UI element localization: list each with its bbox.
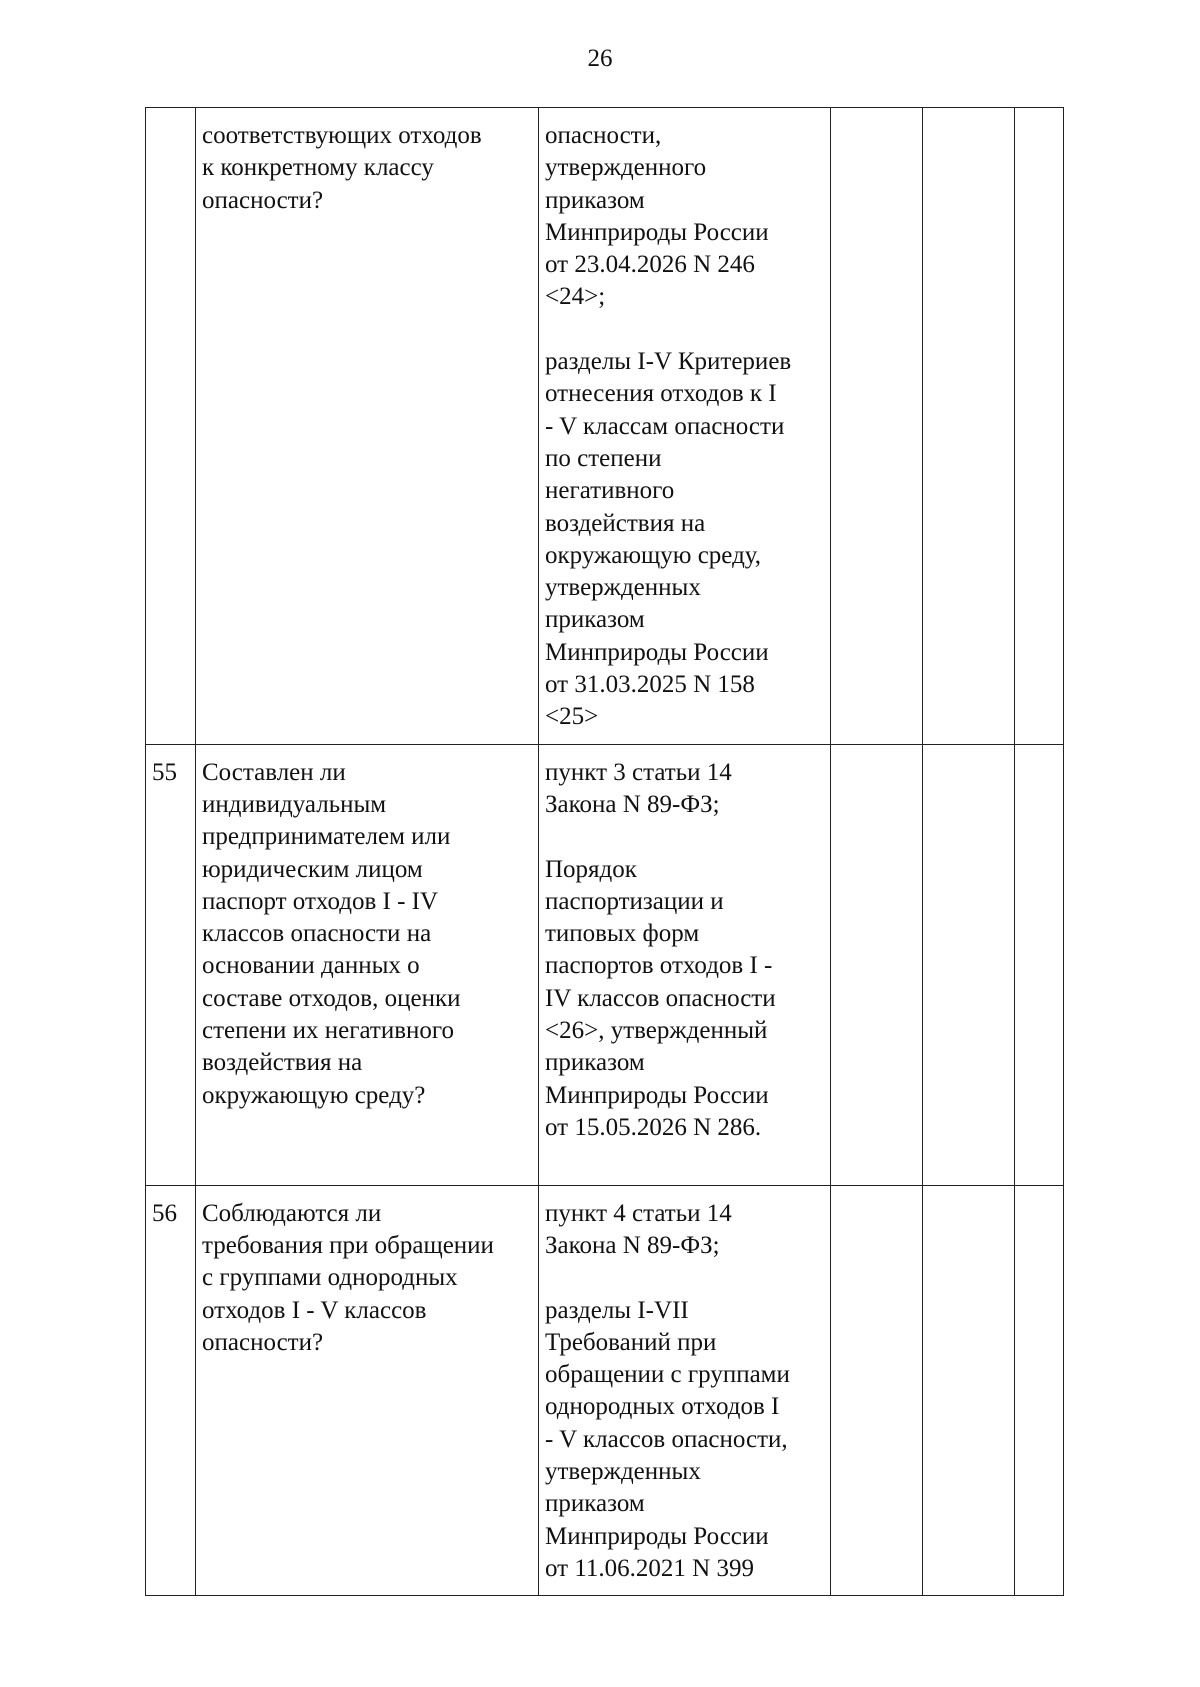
table-row bbox=[146, 744, 1064, 1185]
question-cell: Составлен ли индивидуальным предпринимателем или юридическим лицом паспорт отходов I - IV классов опасности на основании данных о составе отходов, оценки степени их негативного воздействия на окружающую среду? bbox=[196, 744, 539, 1185]
table-row bbox=[146, 1185, 1064, 1596]
answer-cell bbox=[831, 1185, 923, 1596]
answer-cell bbox=[923, 108, 1015, 745]
legal-reference-cell: пункт 3 статьи 14 Закона N 89-ФЗ; Порядок паспортизации и типовых форм паспортов отходов I - IV классов опасности <26>, утвержденный приказом Минприроды России от 15.05.2026 N 286. bbox=[539, 744, 831, 1185]
note-cell bbox=[1015, 744, 1064, 1185]
row-number-cell bbox=[146, 108, 196, 745]
legal-reference-cell: пункт 4 статьи 14 Закона N 89-ФЗ; разделы I-VII Требований при обращении с группами однородных отходов I - V классов опасности, утвержденных приказом Минприроды России от 11.06.2021 N 399 bbox=[539, 1185, 831, 1596]
answer-cell bbox=[923, 744, 1015, 1185]
legal-reference-cell: опасности, утвержденного приказом Минприроды России от 23.04.2026 N 246 <24>; разделы I-V Критериев отнесения отходов к I - V классам опасности по степени негативного воздействия на окружающую среду, утвержденных приказом Минприроды России от 31.03.2025 N 158 <25> bbox=[539, 108, 831, 745]
table-row bbox=[146, 108, 1064, 745]
row-number-cell: 55 bbox=[146, 744, 196, 1185]
question-cell: соответствующих отходов к конкретному классу опасности? bbox=[196, 108, 539, 745]
page-number: 26 bbox=[587, 45, 613, 72]
checklist-table bbox=[145, 107, 1064, 1596]
answer-cell bbox=[831, 108, 923, 745]
note-cell bbox=[1015, 1185, 1064, 1596]
note-cell bbox=[1015, 108, 1064, 745]
answer-cell bbox=[923, 1185, 1015, 1596]
row-number-cell: 56 bbox=[146, 1185, 196, 1596]
answer-cell bbox=[831, 744, 923, 1185]
question-cell: Соблюдаются ли требования при обращении с группами однородных отходов I - V классов опасности? bbox=[196, 1185, 539, 1596]
